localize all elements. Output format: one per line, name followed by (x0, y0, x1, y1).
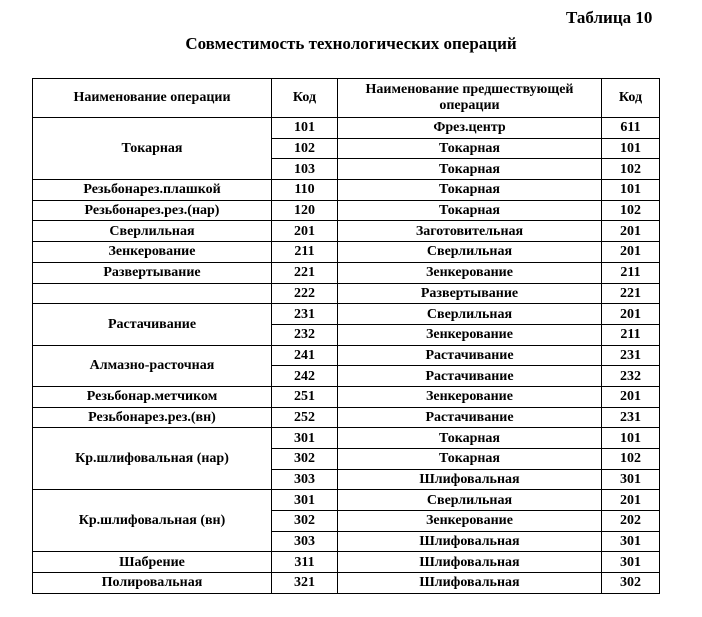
previous-operation-cell: Зенкерование (338, 262, 602, 283)
header-code: Код (272, 79, 338, 118)
table-row (33, 221, 660, 242)
operation-name-cell: Резьбонар.метчиком (33, 386, 272, 407)
operation-code-cell: 241 (272, 345, 338, 366)
operation-code-cell: 301 (272, 490, 338, 511)
previous-operation-cell: Растачивание (338, 345, 602, 366)
previous-code-cell: 301 (602, 531, 660, 552)
operation-name-cell: Растачивание (33, 304, 272, 345)
previous-operation-cell: Токарная (338, 449, 602, 470)
previous-code-cell: 231 (602, 345, 660, 366)
table-number: Таблица 10 (566, 8, 653, 27)
operation-code-cell: 303 (272, 531, 338, 552)
operation-code-cell: 303 (272, 469, 338, 490)
previous-operation-cell: Шлифовальная (338, 573, 602, 594)
table-row (33, 262, 660, 283)
operation-code-cell: 221 (272, 262, 338, 283)
previous-code-cell: 232 (602, 366, 660, 387)
operation-code-cell: 101 (272, 118, 338, 139)
operation-code-cell: 231 (272, 304, 338, 325)
table-row (33, 180, 660, 201)
operation-code-cell: 102 (272, 138, 338, 159)
table-row (33, 407, 660, 428)
previous-code-cell: 102 (602, 449, 660, 470)
operation-code-cell: 321 (272, 573, 338, 594)
header-previous-code: Код (602, 79, 660, 118)
operation-code-cell: 103 (272, 159, 338, 180)
previous-operation-cell: Токарная (338, 200, 602, 221)
operation-name-cell: Сверлильная (33, 221, 272, 242)
previous-code-cell: 231 (602, 407, 660, 428)
previous-code-cell: 211 (602, 324, 660, 345)
previous-code-cell: 611 (602, 118, 660, 139)
table-row (33, 283, 660, 304)
previous-code-cell: 101 (602, 180, 660, 201)
operation-code-cell: 252 (272, 407, 338, 428)
table-body (33, 118, 660, 594)
table-row (33, 345, 660, 366)
operation-name-cell: Резьбонарез.плашкой (33, 180, 272, 201)
operation-code-cell: 242 (272, 366, 338, 387)
previous-operation-cell: Растачивание (338, 366, 602, 387)
operation-code-cell: 301 (272, 428, 338, 449)
previous-operation-cell: Сверлильная (338, 242, 602, 263)
previous-code-cell: 101 (602, 428, 660, 449)
previous-code-cell: 102 (602, 159, 660, 180)
table-caption: Совместимость технологических операций (185, 34, 517, 53)
header-previous-operation-name: Наименование предшествующей операции (338, 79, 602, 118)
previous-operation-cell: Развертывание (338, 283, 602, 304)
operation-code-cell: 110 (272, 180, 338, 201)
previous-code-cell: 201 (602, 221, 660, 242)
table-row (33, 552, 660, 573)
table-row (33, 304, 660, 325)
operation-code-cell: 302 (272, 511, 338, 532)
operation-name-cell: Кр.шлифовальная (нар) (33, 428, 272, 490)
previous-operation-cell: Зенкерование (338, 386, 602, 407)
table-row (33, 428, 660, 449)
previous-code-cell: 201 (602, 490, 660, 511)
operation-code-cell: 222 (272, 283, 338, 304)
previous-operation-cell: Растачивание (338, 407, 602, 428)
previous-operation-cell: Зенкерование (338, 511, 602, 532)
previous-operation-cell: Токарная (338, 159, 602, 180)
operation-code-cell: 211 (272, 242, 338, 263)
table-row (33, 490, 660, 511)
operation-name-cell: Кр.шлифовальная (вн) (33, 490, 272, 552)
operation-name-cell: Зенкерование (33, 242, 272, 263)
previous-operation-cell: Зенкерование (338, 324, 602, 345)
previous-operation-cell: Фрез.центр (338, 118, 602, 139)
operation-code-cell: 120 (272, 200, 338, 221)
previous-code-cell: 201 (602, 386, 660, 407)
table-row (33, 386, 660, 407)
table-row (33, 200, 660, 221)
previous-operation-cell: Токарная (338, 138, 602, 159)
operation-code-cell: 311 (272, 552, 338, 573)
previous-code-cell: 201 (602, 242, 660, 263)
previous-code-cell: 201 (602, 304, 660, 325)
operation-code-cell: 201 (272, 221, 338, 242)
previous-code-cell: 101 (602, 138, 660, 159)
operation-name-cell: Резьбонарез.рез.(вн) (33, 407, 272, 428)
operation-code-cell: 232 (272, 324, 338, 345)
previous-operation-cell: Шлифовальная (338, 531, 602, 552)
operation-code-cell: 302 (272, 449, 338, 470)
previous-operation-cell: Сверлильная (338, 304, 602, 325)
table-row (33, 242, 660, 263)
operation-name-cell: Резьбонарез.рез.(нар) (33, 200, 272, 221)
operation-name-cell (33, 283, 272, 304)
previous-code-cell: 302 (602, 573, 660, 594)
previous-operation-cell: Токарная (338, 428, 602, 449)
table-header-row (33, 79, 660, 118)
previous-operation-cell: Заготовительная (338, 221, 602, 242)
operation-code-cell: 251 (272, 386, 338, 407)
previous-code-cell: 202 (602, 511, 660, 532)
table-row (33, 573, 660, 594)
previous-code-cell: 301 (602, 469, 660, 490)
operation-name-cell: Алмазно-расточная (33, 345, 272, 386)
operation-name-cell: Полировальная (33, 573, 272, 594)
header-operation-name: Наименование операции (33, 79, 272, 118)
previous-operation-cell: Шлифовальная (338, 552, 602, 573)
previous-code-cell: 221 (602, 283, 660, 304)
previous-code-cell: 211 (602, 262, 660, 283)
previous-operation-cell: Токарная (338, 180, 602, 201)
previous-code-cell: 301 (602, 552, 660, 573)
operations-compatibility-table (32, 78, 660, 594)
operation-name-cell: Токарная (33, 118, 272, 180)
operation-name-cell: Шабрение (33, 552, 272, 573)
previous-operation-cell: Шлифовальная (338, 469, 602, 490)
previous-operation-cell: Сверлильная (338, 490, 602, 511)
previous-code-cell: 102 (602, 200, 660, 221)
table-row (33, 118, 660, 139)
operation-name-cell: Развертывание (33, 262, 272, 283)
